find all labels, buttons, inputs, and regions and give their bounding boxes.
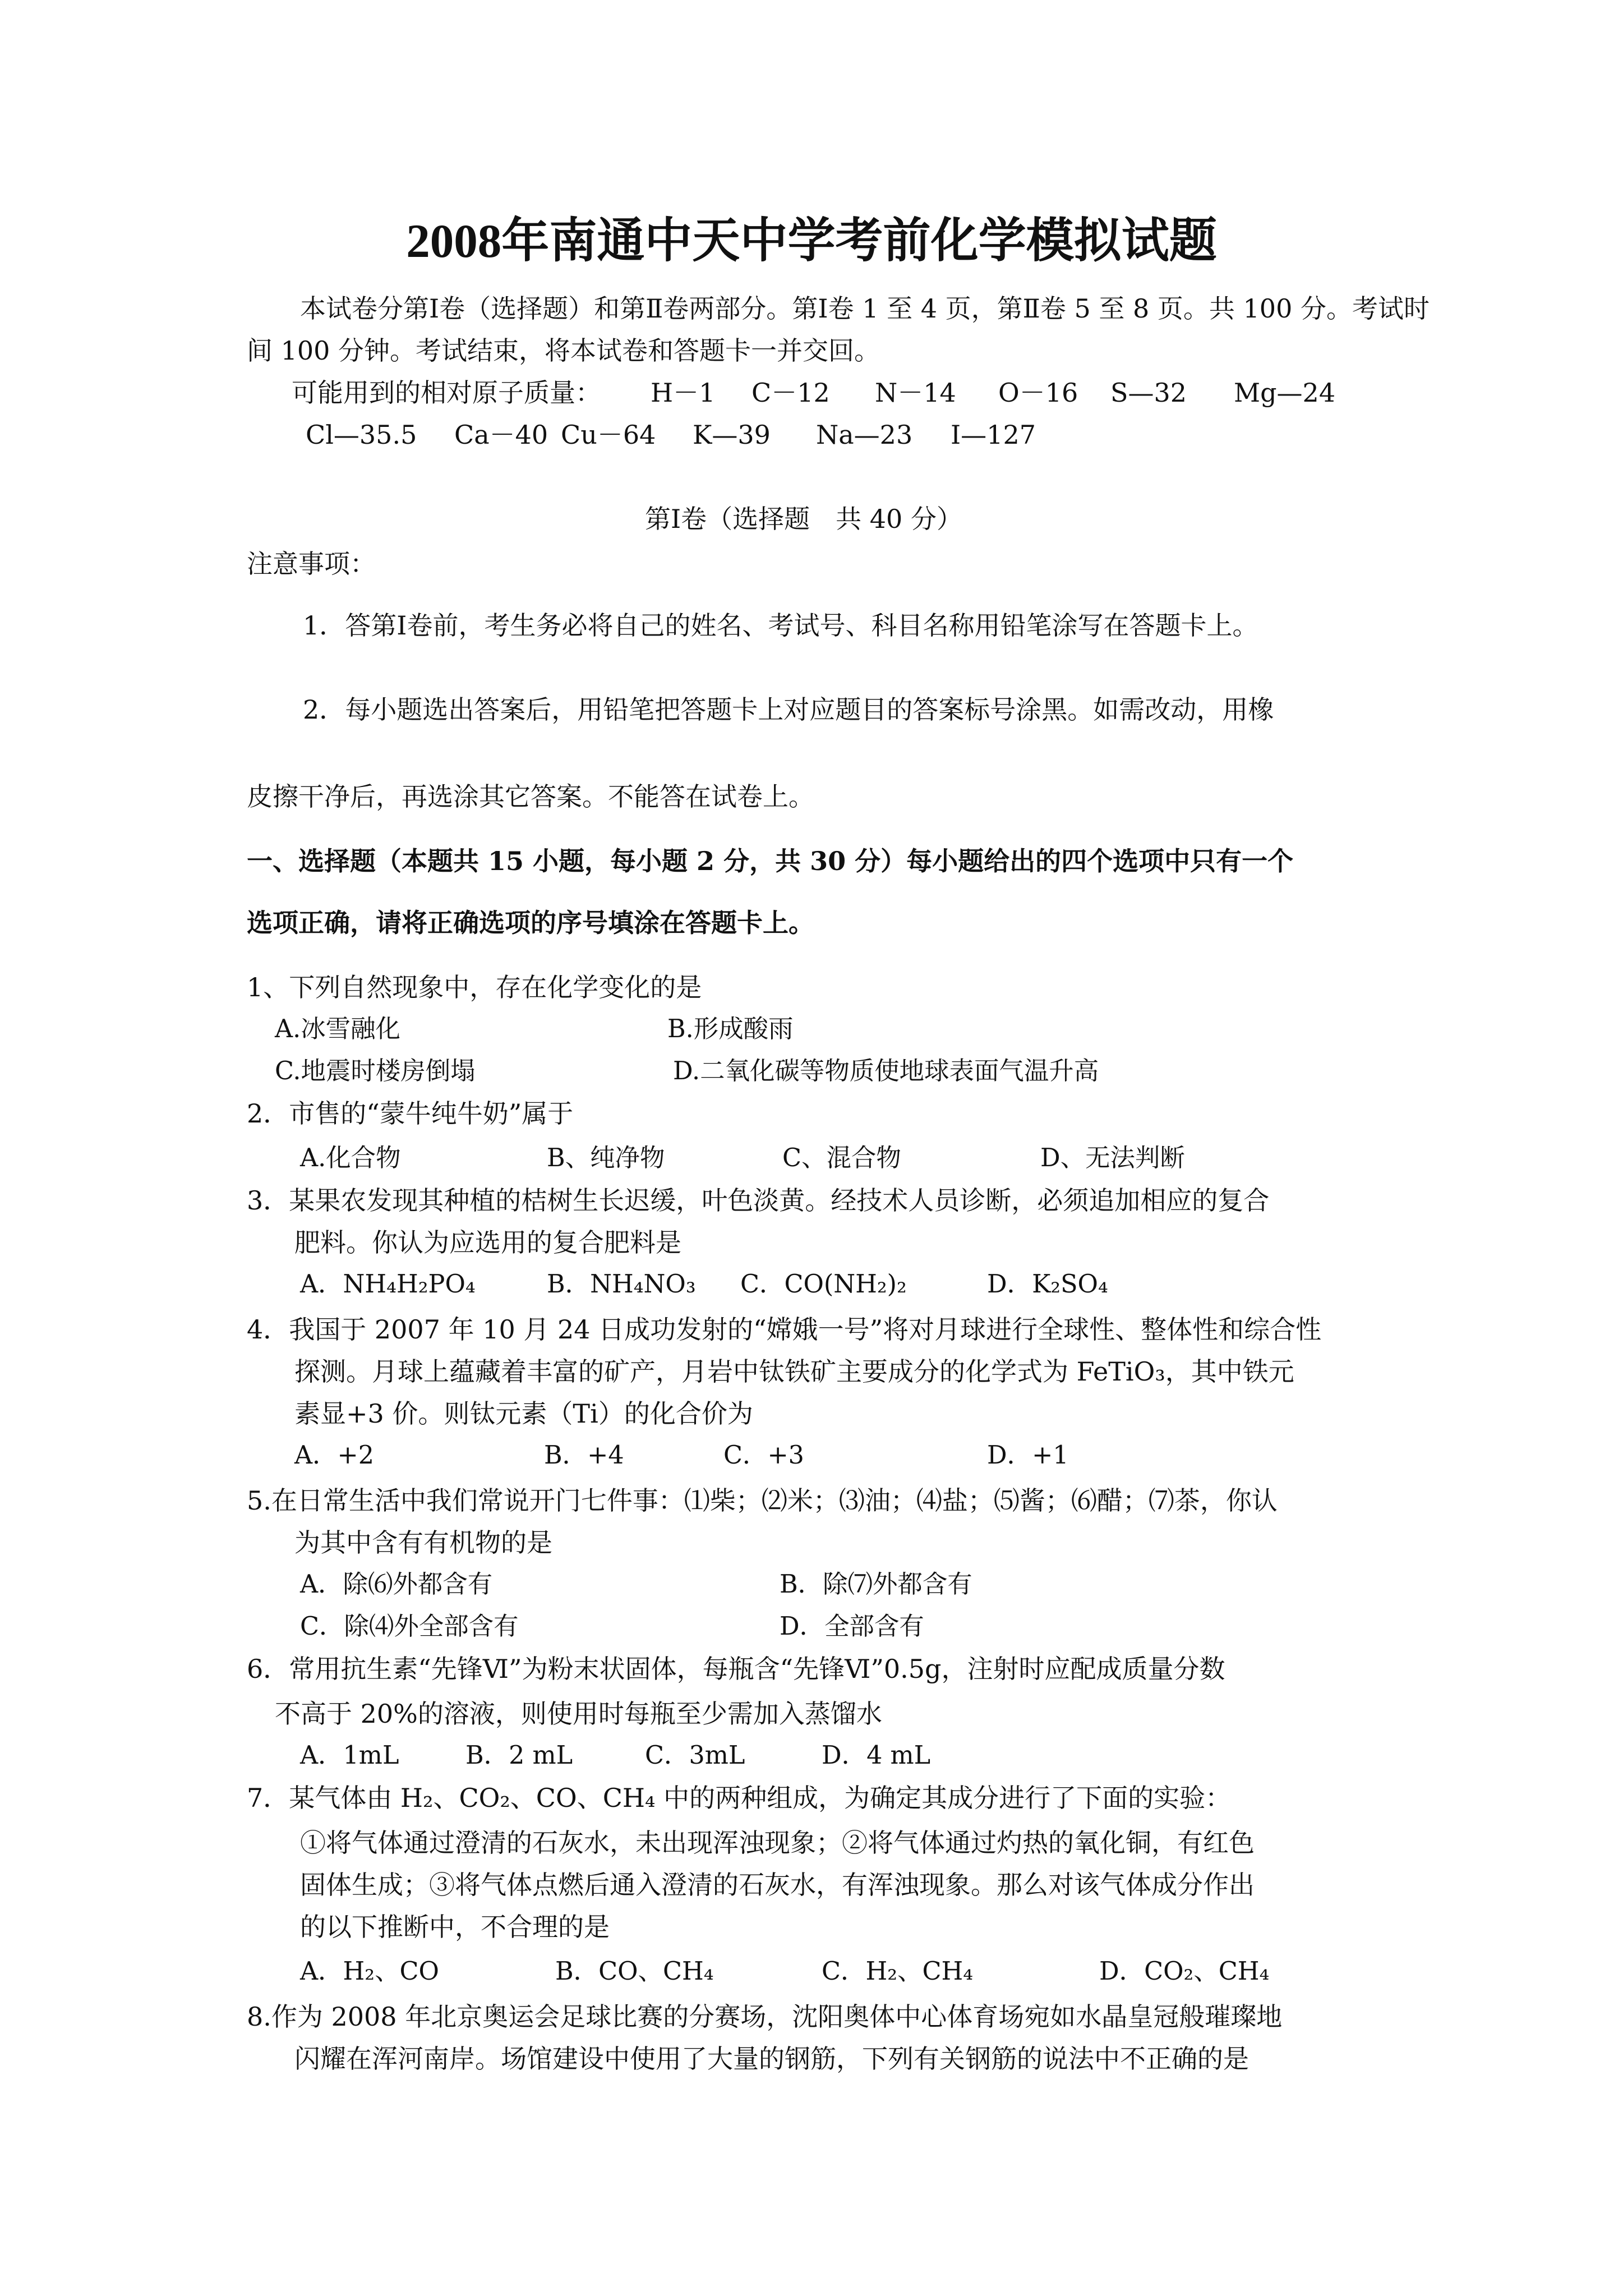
q4-stem-3: 素显+3 价。则钛元素（Ti）的化合价为	[294, 1398, 753, 1429]
q7-stem-4: 的以下推断中，不合理的是	[300, 1912, 610, 1942]
mass-n: N－14	[875, 378, 956, 408]
q1-option-c: C.地震时楼房倒塌	[275, 1057, 476, 1085]
q4-option-b: B．+4	[544, 1441, 624, 1470]
q7-option-a: A．H₂、CO	[300, 1957, 439, 1986]
q6-stem-1: 6．常用抗生素“先锋Ⅵ”为粉末状固体，每瓶含“先锋Ⅵ”0.5g，注射时应配成质量分数	[247, 1654, 1225, 1684]
q7-stem-1: 7．某气体由 H₂、CO₂、CO、CH₄ 中的两种组成，为确定其成分进行了下面的实验：	[247, 1783, 1232, 1813]
q7-option-c: C．H₂、CH₄	[822, 1957, 974, 1986]
q2-option-d: D、无法判断	[1040, 1144, 1185, 1172]
mass-cu: Cu－64	[561, 420, 656, 450]
mass-ca: Ca－40	[454, 420, 548, 450]
q6-option-a: A．1mL	[300, 1741, 399, 1770]
q1-stem: 1、下列自然现象中，存在化学变化的是	[247, 972, 702, 1002]
mass-cl: Cl—35.5	[306, 420, 417, 450]
mass-c: C－12	[751, 378, 830, 408]
mass-k: K—39	[693, 420, 771, 450]
q4-stem-1: 4．我国于 2007 年 10 月 24 日成功发射的“嫦娥一号”将对月球进行全球性、整体性和综合性	[247, 1314, 1322, 1345]
q5-option-d: D．全部含有	[780, 1612, 924, 1641]
q1-option-d: D.二氧化碳等物质使地球表面气温升高	[673, 1057, 1099, 1085]
q5-stem-2: 为其中含有有机物的是	[294, 1527, 552, 1558]
q3-stem-1: 3．某果农发现其种植的桔树生长迟缓，叶色淡黄。经技术人员诊断，必须追加相应的复合	[247, 1185, 1270, 1216]
mass-h: H－1	[651, 378, 716, 408]
q3-option-a: A．NH₄H₂PO₄	[300, 1270, 476, 1299]
q7-option-b: B．CO、CH₄	[555, 1957, 714, 1986]
section1-heading-1: 一、选择题（本题共 15 小题，每小题 2 分，共 30 分）每小题给出的四个选项中只有一个	[247, 846, 1294, 876]
notes-heading: 注意事项：	[247, 549, 376, 579]
q3-stem-2: 肥料。你认为应选用的复合肥料是	[294, 1227, 681, 1258]
mass-mg: Mg—24	[1234, 378, 1336, 408]
q8-stem-2: 闪耀在浑河南岸。场馆建设中使用了大量的钢筋，下列有关钢筋的说法中不正确的是	[294, 2044, 1249, 2074]
q5-option-b: B．除⑺外都含有	[780, 1570, 972, 1599]
page-title: 2008年南通中天中学考前化学模拟试题	[406, 215, 1217, 268]
mass-i: I—127	[951, 420, 1036, 450]
q4-option-a: A．+2	[294, 1441, 375, 1470]
q4-stem-2: 探测。月球上蕴藏着丰富的矿产，月岩中钛铁矿主要成分的化学式为 FeTiO₃，其中铁元	[294, 1356, 1294, 1387]
q3-option-c: C．CO(NH₂)₂	[740, 1270, 907, 1299]
q4-option-d: D．+1	[987, 1441, 1069, 1470]
q6-option-b: B．2 mL	[465, 1741, 573, 1770]
q7-stem-3: 固体生成；③将气体点燃后通入澄清的石灰水，有浑浊现象。那么对该气体成分作出	[300, 1870, 1255, 1900]
q2-stem: 2．市售的“蒙牛纯牛奶”属于	[247, 1098, 574, 1129]
q1-option-a: A.冰雪融化	[275, 1015, 400, 1043]
intro-line-1: 本试卷分第Ⅰ卷（选择题）和第Ⅱ卷两部分。第Ⅰ卷 1 至 4 页，第Ⅱ卷 5 至 8 页。共 100 分。考试时	[300, 293, 1430, 324]
mass-o: O－16	[998, 378, 1078, 408]
q3-option-b: B．NH₄NO₃	[547, 1270, 696, 1299]
q5-stem-1: 5.在日常生活中我们常说开门七件事：⑴柴；⑵米；⑶油；⑷盐；⑸酱；⑹醋；⑺茶，你认	[247, 1485, 1278, 1516]
mass-s: S—32	[1110, 378, 1187, 408]
q6-option-c: C．3mL	[645, 1741, 745, 1770]
notes-item-2b: 皮擦干净后，再选涂其它答案。不能答在试卷上。	[247, 781, 814, 812]
part1-header: 第Ⅰ卷（选择题 共 40 分）	[645, 504, 962, 534]
q7-stem-2: ①将气体通过澄清的石灰水，未出现浑浊现象；②将气体通过灼热的氧化铜，有红色	[300, 1828, 1255, 1858]
q7-option-d: D．CO₂、CH₄	[1099, 1957, 1270, 1986]
q6-option-d: D．4 mL	[822, 1741, 931, 1770]
mass-na: Na—23	[816, 420, 913, 450]
q2-option-b: B、纯净物	[547, 1144, 665, 1172]
intro-line-2: 间 100 分钟。考试结束，将本试卷和答题卡一并交回。	[247, 335, 880, 366]
q5-option-a: A．除⑹外都含有	[300, 1570, 493, 1599]
q5-option-c: C．除⑷外全部含有	[300, 1612, 519, 1641]
section1-heading-2: 选项正确，请将正确选项的序号填涂在答题卡上。	[247, 908, 814, 938]
notes-item-2a: 2．每小题选出答案后，用铅笔把答题卡上对应题目的答案标号涂黑。如需改动，用橡	[303, 694, 1274, 725]
q6-stem-2: 不高于 20%的溶液，则使用时每瓶至少需加入蒸馏水	[275, 1699, 882, 1729]
notes-item-1: 1．答第Ⅰ卷前，考生务必将自己的姓名、考试号、科目名称用铅笔涂写在答题卡上。	[303, 610, 1258, 641]
q2-option-a: A.化合物	[300, 1144, 401, 1172]
q2-option-c: C、混合物	[782, 1144, 901, 1172]
atomic-mass-label: 可能用到的相对原子质量：	[292, 378, 601, 408]
q8-stem-1: 8.作为 2008 年北京奥运会足球比赛的分赛场，沈阳奥体中心体育场宛如水晶皇冠般璀璨地	[247, 2001, 1283, 2032]
q1-option-b: B.形成酸雨	[667, 1015, 794, 1043]
q3-option-d: D．K₂SO₄	[987, 1270, 1108, 1299]
q4-option-c: C．+3	[723, 1441, 804, 1470]
